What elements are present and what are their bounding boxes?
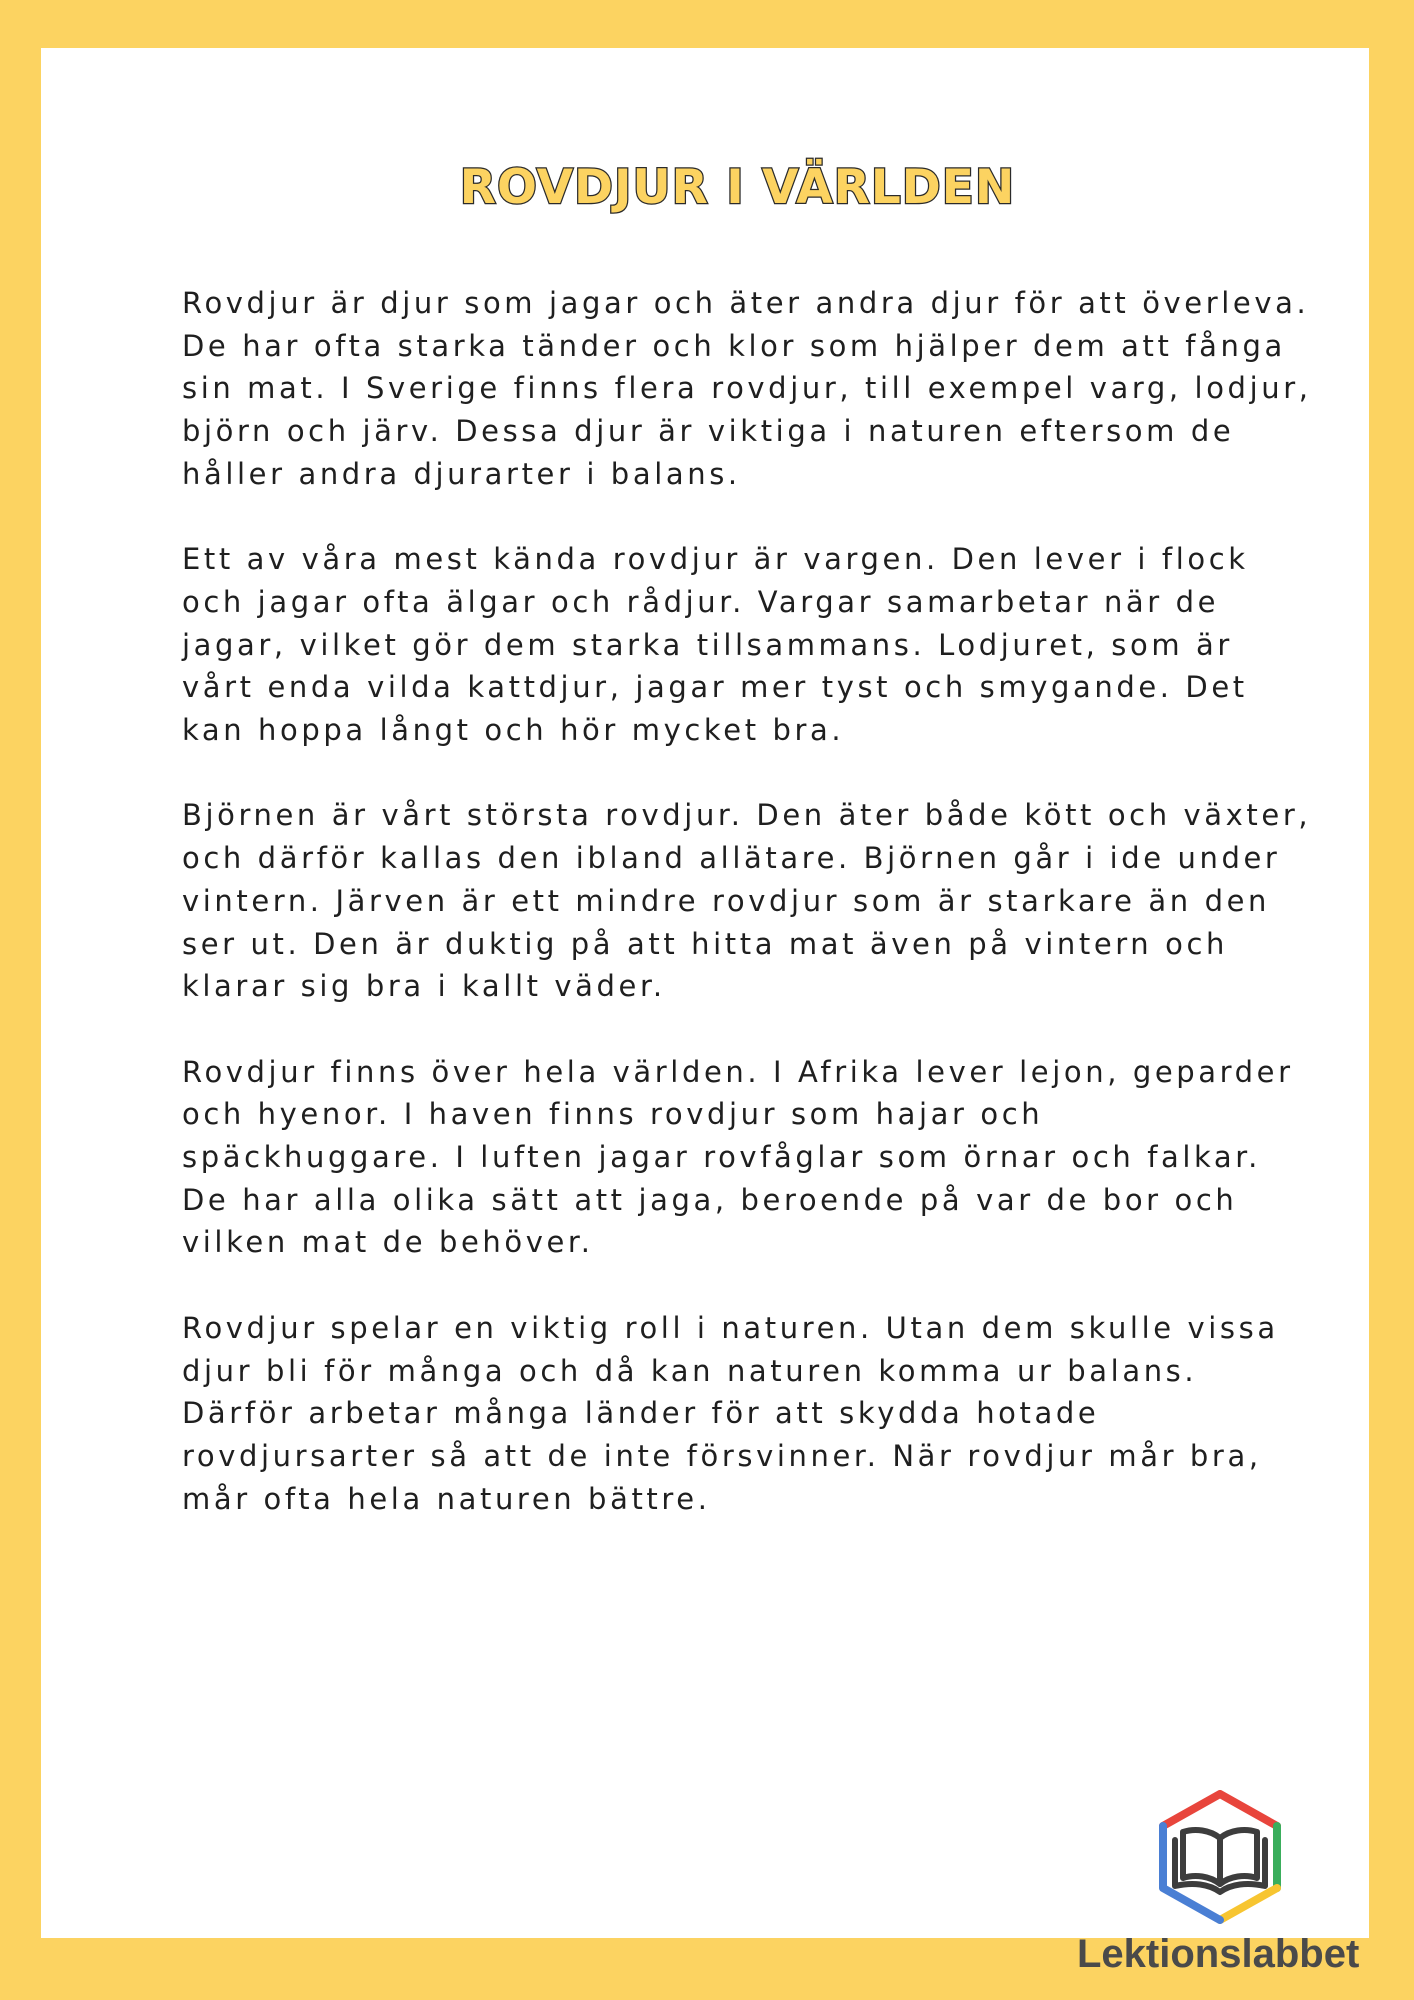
brand-logo [1155, 1790, 1285, 1925]
article-body [182, 282, 1312, 1563]
page-title: ROVDJUR I VÄRLDEN [459, 160, 1016, 215]
paragraph-2: Ett av våra mest kända rovdjur är vargen. Den lever i flock och jagar ofta älgar och rådjur. Vargar samarbetar när de jagar, vilket gör dem starka tillsammans. Lodjuret, som är vårt enda vilda kattdjur, jagar mer tyst och smygande. Det kan hoppa långt och hör mycket bra. [182, 542, 1249, 748]
worksheet-page [41, 48, 1369, 1938]
paragraph-3: Björnen är vårt största rovdjur. Den äter både kött och växter, och därför kallas den ibland allätare. Björnen går i ide under vintern. Järven är ett mindre rovdjur som är starkare än den ser ut. Den är duktig på att hitta mat även på vintern och klarar sig bra i kallt väder. [182, 798, 1312, 1004]
paragraph-5: Rovdjur spelar en viktig roll i naturen. Utan dem skulle vissa djur bli för många och då kan naturen komma ur balans. Därför arbetar många länder för att skydda hotade rovdjursarter så att de inte försvinner. När rovdjur mår bra, mår ofta hela naturen bättre. [182, 1310, 1279, 1516]
paragraph-4: Rovdjur finns över hela världen. I Afrika lever lejon, geparder och hyenor. I haven finns rovdjur som hajar och späckhuggare. I luften jagar rovfåglar som örnar och falkar. De har alla olika sätt att jaga, beroende på var de bor och vilken mat de behöver. [182, 1054, 1294, 1260]
open-book-icon [1155, 1790, 1285, 1925]
brand-name: Lektionslabbet [1077, 1932, 1360, 1976]
paragraph-1: Rovdjur är djur som jagar och äter andra djur för att överleva. De har ofta starka tänder och klor som hjälper dem att fånga sin mat. I Sverige finns flera rovdjur, till exempel varg, lodjur, björn och järv. Dessa djur är viktiga i naturen eftersom de håller andra djurarter i balans. [182, 286, 1312, 491]
